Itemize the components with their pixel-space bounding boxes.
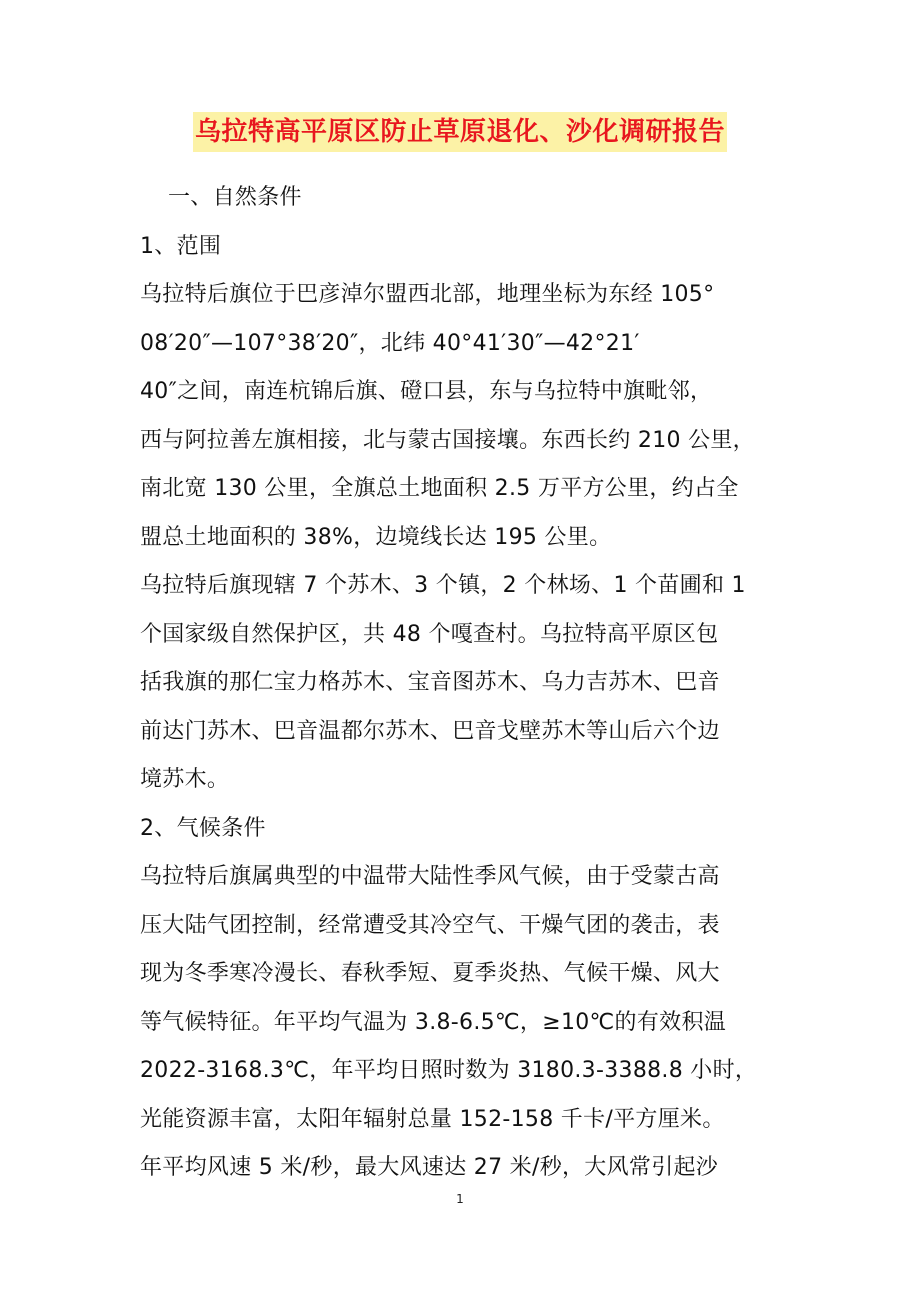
paragraph-line: 等气候特征。年平均气温为 3.8-6.5℃，≥10℃的有效积温: [140, 1009, 727, 1035]
paragraph-line: 乌拉特后旗现辖 7 个苏木、3 个镇，2 个林场、1 个苗圃和 1: [140, 573, 746, 598]
paragraph-line: 光能资源丰富，太阳年辐射总量 152-158 千卡/平方厘米。: [140, 1106, 725, 1132]
paragraph-line: 南北宽 130 公里，全旗总土地面积 2.5 万平方公里，约占全: [140, 476, 739, 501]
paragraph-line: 前达门苏木、巴音温都尔苏木、巴音戈壁苏木等山后六个边: [140, 718, 720, 744]
paragraph-line: 乌拉特后旗位于巴彦淖尔盟西北部，地理坐标为东经 105°: [140, 282, 715, 307]
paragraph-line: 2022-3168.3℃，年平均日照时数为 3180.3-3388.8 小时，: [140, 1058, 758, 1083]
paragraph-line: 乌拉特后旗属典型的中温带大陆性季风气候，由于受蒙古高: [140, 864, 720, 889]
paragraph-line: 40″之间，南连杭锦后旗、磴口县，东与乌拉特中旗毗邻，: [140, 379, 713, 404]
document-title: 乌拉特高平原区防止草原退化、沙化调研报告: [193, 112, 727, 152]
paragraph-line: 西与阿拉善左旗相接，北与蒙古国接壤。东西长约 210 公里，: [140, 427, 755, 453]
paragraph-line: 08′20″—107°38′20″，北纬 40°41′30″—42°21′: [140, 330, 640, 356]
paragraph-line: 年平均风速 5 米/秒，最大风速达 27 米/秒，大风常引起沙: [140, 1155, 719, 1180]
paragraph-line: 现为冬季寒冷漫长、春秋季短、夏季炎热、气候干燥、风大: [140, 961, 720, 986]
paragraph-line: 括我旗的那仁宝力格苏木、宝音图苏木、乌力吉苏木、巴音: [140, 670, 720, 695]
paragraph-line: 盟总土地面积的 38%，边境线长达 195 公里。: [140, 524, 612, 550]
document-title-block: [0, 112, 920, 152]
subsection-heading: 1、范围: [140, 233, 222, 259]
paragraph-line: 压大陆气团控制，经常遭受其冷空气、干燥气团的袭击，表: [140, 912, 720, 938]
paragraph-line: 个国家级自然保护区，共 48 个嘎查村。乌拉特高平原区包: [140, 621, 719, 647]
document-body: [140, 174, 800, 1193]
paragraph-line: 境苏木。: [140, 767, 230, 792]
subsection-heading: 2、气候条件: [140, 815, 266, 841]
section-heading: 一、自然条件: [168, 185, 302, 210]
page-number: 1: [456, 1192, 464, 1206]
